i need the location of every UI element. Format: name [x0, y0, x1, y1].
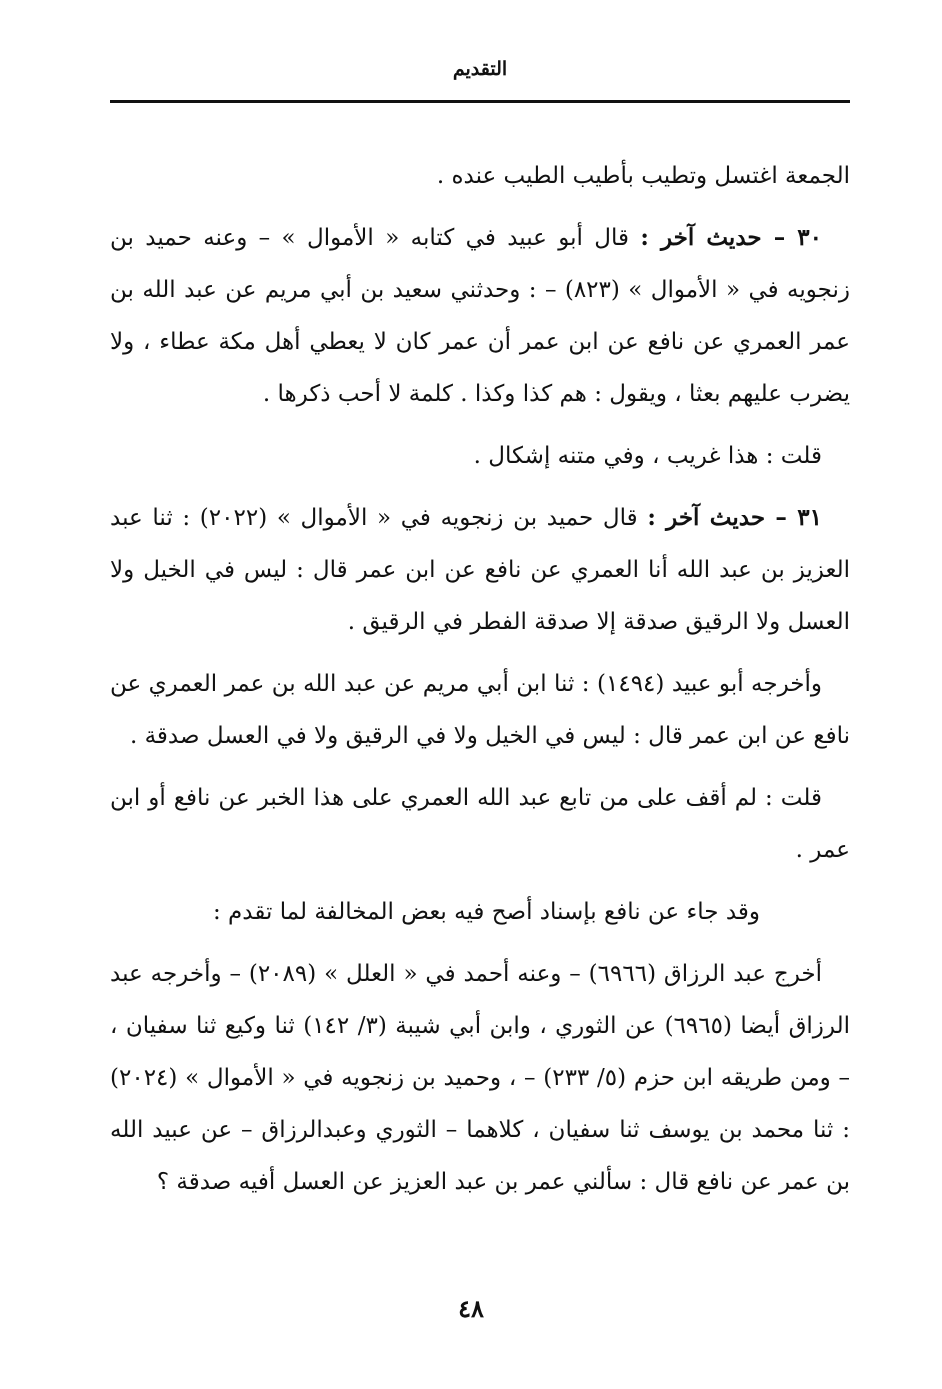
body-text [110, 150, 850, 1218]
paragraph-hadith-31 [110, 492, 850, 648]
paragraph-comment [110, 430, 850, 482]
hadith-heading: ٣٠ – حديث آخر : [640, 224, 822, 251]
page-number: ٤٨ [458, 1294, 484, 1323]
hadith-heading: ٣١ – حديث آخر : [647, 504, 822, 531]
paragraph-text: قلت : هذا غريب ، وفي متنه إشكال . [473, 443, 822, 469]
running-head-title: التقديم [452, 58, 508, 80]
paragraph-takhrij [110, 658, 850, 762]
paragraph-text: وأخرجه أبو عبيد (١٤٩٤) : ثنا ابن أبي مريم عن عبد الله بن عمر العمري عن نافع عن ابن عمر قال : ليس في الخيل ولا في الرقيق ولا في العسل صدقة . [110, 671, 850, 749]
paragraph-takhrij [110, 948, 850, 1208]
paragraph-text: قال أبو عبيد في كتابه « الأموال » – وعنه حميد بن زنجويه في « الأموال » (٨٢٣) – : وحدثني سعيد بن أبي مريم عن عبد الله بن عمر العمري عن نافع عن ابن عمر أن عمر كان لا يعطي أهل مكة عطاء ، ولا يضرب عليهم بعثا ، ويقول : هم كذا وكذا . كلمة لا أحب ذكرها . [110, 225, 850, 407]
paragraph-text: وقد جاء عن نافع بإسناد أصح فيه بعض المخالفة لما تقدم : [212, 899, 760, 925]
paragraph-text: قال حميد بن زنجويه في « الأموال » (٢٠٢٢) : ثنا عبد العزيز بن عبد الله أنا العمري عن نافع عن ابن عمر قال : ليس في الخيل ولا العسل ولا الرقيق صدقة إلا صدقة الفطر في الرقيق . [110, 505, 850, 635]
paragraph-text: أخرج عبد الرزاق (٦٩٦٦) – وعنه أحمد في « العلل » (٢٠٨٩) – وأخرجه عبد الرزاق أيضا (٦٩٦٥) عن الثوري ، وابن أبي شيبة (٣/ ١٤٢) ثنا وكيع ثنا سفيان ، – ومن طريقه ابن حزم (٥/ ٢٣٣) – ، وحميد بن زنجويه في « الأموال » (٢٠٢٤) : ثنا محمد بن يوسف ثنا سفيان ، كلاهما – الثوري وعبدالرزاق – عن عبيد الله بن عمر عن نافع قال : سألني عمر بن عبد العزيز عن العسل أفيه صدقة ؟ [110, 961, 850, 1195]
paragraph-comment [110, 772, 850, 876]
paragraph-text: الجمعة اغتسل وتطيب بأطيب الطيب عنده . [436, 163, 850, 189]
header-rule [110, 100, 850, 103]
paragraph-transition [110, 886, 850, 938]
paragraph-text: قلت : لم أقف على من تابع عبد الله العمري على هذا الخبر عن نافع أو ابن عمر . [110, 785, 850, 863]
paragraph-hadith-30 [110, 212, 850, 420]
paragraph-continuation [110, 150, 850, 202]
